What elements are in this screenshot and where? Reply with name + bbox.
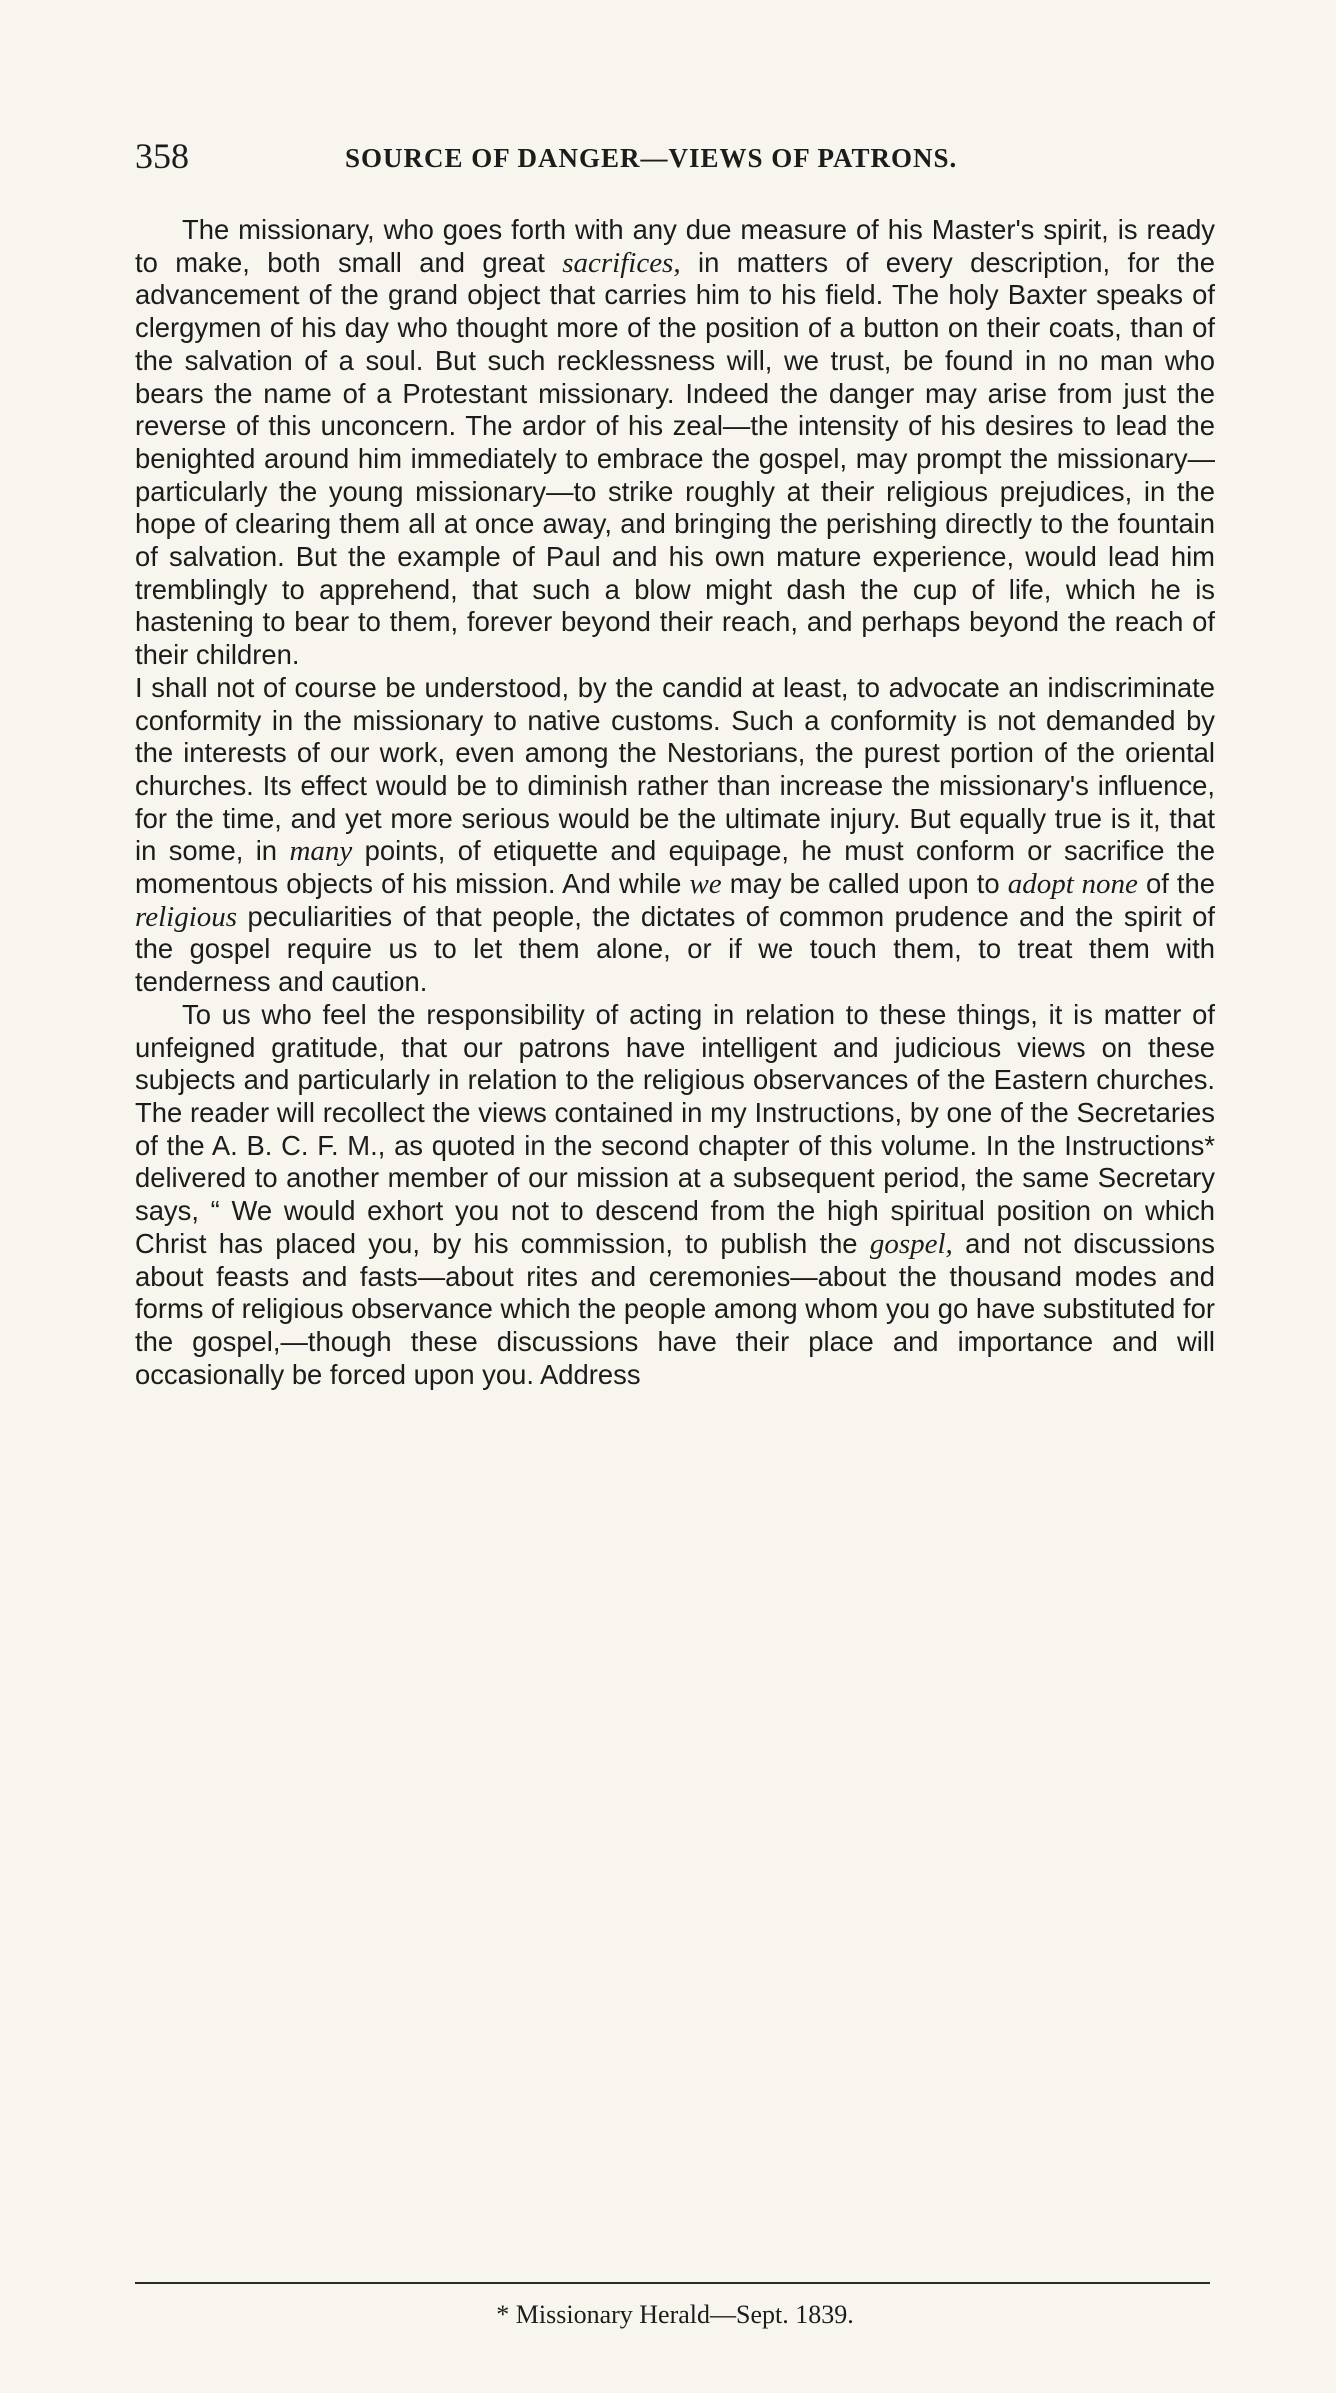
italic-text: sacrifices, bbox=[562, 246, 681, 279]
text-run: peculiarities of that people, the dictates of common prudence and the spirit of the gospel require us to let them alone, or if we touch them, to treat them with tenderness and caution. bbox=[135, 900, 1215, 998]
paragraph bbox=[135, 999, 1215, 1391]
text-run: I shall not of course be understood, by the candid at least, to advocate an indiscriminate conformity in the missionary to native customs. Such a conformity is not demanded by the interests of our work, even among the Nestorians, the purest portion of the oriental churches. Its effect would be to diminish rather than increase the missionary's influence, for the time, and yet more serious would be the ultimate injury. But equally true is it, that in some, in bbox=[135, 671, 1215, 867]
italic-text: many bbox=[289, 835, 353, 868]
italic-text: gospel, bbox=[869, 1227, 953, 1260]
footnote-divider bbox=[135, 2282, 1210, 2284]
body-text bbox=[135, 214, 1215, 1391]
text-run: may be called upon to bbox=[721, 868, 1008, 900]
text-run: and not discussions about feasts and fasts—about rites and ceremonies—about the thousand modes and forms of religious observance which the people among whom you go have substituted for the gospel,—though these discussions have their place and importance and will occasionally be forced upon you. Address bbox=[135, 1227, 1215, 1390]
paragraph bbox=[135, 672, 1215, 999]
running-head: SOURCE OF DANGER—VIEWS OF PATRONS. bbox=[345, 143, 958, 173]
paragraph bbox=[135, 214, 1215, 672]
text-run: To us who feel the responsibility of acting in relation to these things, it is matter of unfeigned gratitude, that our patrons have intelligent and judicious views on these subjects and particularly in relation to the religious observances of the Eastern churches. The reader will recollect the views contained in my Instructions, by one of the Secretaries of the A. B. C. F. M., as quoted in the second chapter of this volume. In the Instructions* delivered to another member of our mission at a subsequent period, the same Secretary says, “ We would exhort you not to descend from the high spiritual position on which Christ has placed you, by his commission, to publish the bbox=[135, 998, 1215, 1259]
text-run: The missionary, who goes forth with any due measure of his Master's spirit, is ready to make, both small and great bbox=[135, 214, 1215, 278]
italic-text: religious bbox=[135, 900, 238, 933]
text-run: of the bbox=[1137, 868, 1215, 900]
page-number: 358 bbox=[135, 136, 189, 176]
text-run: in matters of every description, for the advancement of the grand object that carries him to his field. The holy Baxter speaks of clergymen of his day who thought more of the position of a button on their coats, than of the salvation of a soul. But such recklessness will, we trust, be found in no man who bears the name of a Protestant missionary. Indeed the danger may arise from just the reverse of this unconcern. The ardor of his zeal—the intensity of his desires to lead the benighted around him immediately to embrace the gospel, may prompt the missionary—particularly the young missionary—to strike roughly at their religious prejudices, in the hope of clearing them all at once away, and bringing the perishing directly to the fountain of salvation. But the example of Paul and his own mature experience, would lead him tremblingly to apprehend, that such a blow might dash the cup of life, which he is hastening to bear to them, forever beyond their reach, and perhaps beyond the reach of their children. bbox=[135, 246, 1215, 671]
italic-text: adopt none bbox=[1007, 868, 1138, 901]
page-header bbox=[135, 135, 1215, 185]
footnote: * Missionary Herald—Sept. 1839. bbox=[496, 2300, 854, 2329]
text-run: points, of etiquette and equipage, he must conform or sacrifice the momentous objects of his mission. And while bbox=[135, 835, 1215, 900]
italic-text: we bbox=[689, 868, 722, 901]
